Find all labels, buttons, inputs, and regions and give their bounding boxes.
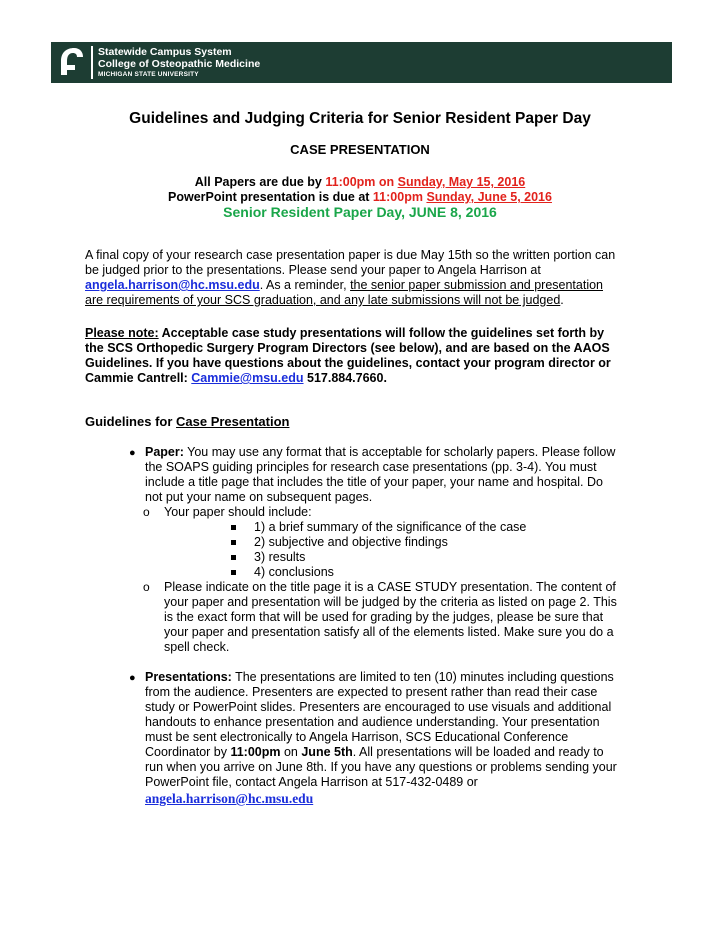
presentations-text: The presentations are limited to ten (10) minutes including questions [231, 670, 614, 684]
presentations-line: study or PowerPoint slides. Presenters are encouraged to use visuals and additional [145, 700, 612, 714]
square-bullet-icon [231, 540, 236, 545]
paper-include-item: 1) a brief summary of the significance of the case [254, 520, 527, 534]
bullet-icon: ● [129, 447, 136, 459]
header-divider [91, 46, 93, 79]
intro-paragraph [85, 248, 645, 308]
header-line-2: College of Osteopathic Medicine [98, 58, 261, 70]
square-bullet-icon [231, 555, 236, 560]
angela-email-link[interactable]: angela.harrison@hc.msu.edu [85, 278, 260, 292]
paper-include-text: Your paper should include: [164, 505, 312, 519]
note-line [85, 326, 645, 341]
paper-include-item: 2) subjective and objective findings [254, 535, 448, 549]
paper-note-line: Please indicate on the title page it is a CASE STUDY presentation. The content of [164, 580, 616, 594]
page-subtitle: CASE PRESENTATION [290, 142, 430, 157]
note-phone: 517.884.7660. [303, 371, 387, 385]
ppt-deadline [0, 190, 720, 205]
papers-deadline-prefix: All Papers are due by [194, 175, 326, 189]
guidelines-heading-underlined: Case Presentation [176, 414, 290, 429]
square-bullet-icon [231, 570, 236, 575]
cammie-email-link[interactable]: Cammie@msu.edu [191, 371, 304, 385]
intro-line [85, 293, 645, 308]
presentations-line: PowerPoint file, contact Angela Harrison at 517-432-0489 or [145, 775, 478, 789]
intro-line: be judged prior to the presentations. Please send your paper to Angela Harrison at [85, 263, 541, 277]
presentations-text: on [280, 745, 302, 759]
presentations-date: June 5th [301, 745, 353, 759]
paper-text: You may use any format that is acceptable for scholarly papers. Please follow [183, 445, 616, 459]
paper-note-line: spell check. [164, 640, 230, 654]
paper-line [145, 445, 705, 460]
page-title: Guidelines and Judging Criteria for Senior Resident Paper Day [129, 110, 591, 127]
ppt-deadline-date: Sunday, June 5, 2016 [426, 190, 552, 204]
note-text: Acceptable case study presentations will follow the guidelines set forth by [158, 326, 605, 340]
presentations-line: run when you arrive on June 8th. If you have any questions or problems sending your [145, 760, 617, 774]
paper-line: the SOAPS guiding principles for research case presentations (pp. 3-4). You must [145, 460, 597, 474]
note-line: the SCS Orthopedic Surgery Program Directors (see below), and are based on the AAOS [85, 341, 610, 355]
paper-label: Paper: [145, 445, 184, 459]
presentations-line [145, 670, 705, 685]
intro-text: . As a reminder, [259, 278, 351, 292]
paper-note-line: your paper and presentation will be judged by the criteria as listed on page 2. This [164, 595, 617, 609]
intro-underlined-text: are requirements of your SCS graduation, and any late submissions will not be judged [85, 293, 561, 307]
header-line-3: MICHIGAN STATE UNIVERSITY [98, 71, 199, 78]
presentations-line: must be sent electronically to Angela Harrison, SCS Educational Conference [145, 730, 569, 744]
paper-paragraph [145, 445, 705, 505]
circle-bullet-icon: o [143, 505, 150, 519]
presentations-text: . All presentations will be loaded and ready to [352, 745, 604, 759]
paper-note-line: your paper and presentation satisfy all of the elements listed. Make sure you do a [164, 625, 614, 639]
paper-day-date: Senior Resident Paper Day, JUNE 8, 2016 [223, 204, 497, 220]
papers-deadline-time: 11:00pm on [325, 175, 398, 189]
presentations-line [145, 745, 705, 760]
note-line: Guidelines. If you have questions about the guidelines, contact your program director or [85, 356, 611, 370]
paper-include-item: 3) results [254, 550, 306, 564]
square-bullet-icon [231, 525, 236, 530]
guidelines-heading [85, 414, 289, 429]
note-text: Cammie Cantrell: [85, 371, 192, 385]
guidelines-heading-prefix: Guidelines for [85, 414, 177, 429]
presentations-line: from the audience. Presenters are expected to present rather than read their case [145, 685, 598, 699]
angela-email-link-2[interactable]: angela.harrison@hc.msu.edu [145, 791, 314, 806]
presentations-time: 11:00pm [230, 745, 281, 759]
note-paragraph [85, 326, 645, 386]
intro-underlined-text: the senior paper submission and presentation [350, 278, 603, 292]
intro-line: A final copy of your research case presentation paper is due May 15th so the written portion can [85, 248, 616, 262]
spartan-helmet-logo [55, 45, 85, 79]
intro-line [85, 278, 645, 293]
circle-bullet-icon: o [143, 580, 150, 594]
bullet-icon: ● [129, 672, 136, 684]
ppt-deadline-prefix: PowerPoint presentation is due at [168, 190, 373, 204]
presentations-text: Coordinator by [145, 745, 231, 759]
presentations-paragraph [145, 670, 705, 807]
presentations-line: handouts to enhance presentation and audience understanding. Your presentation [145, 715, 600, 729]
ppt-deadline-time: 11:00pm [372, 190, 427, 204]
paper-note-line: is the exact form that will be used for grading by the judges, please be sure that [164, 610, 604, 624]
intro-text: . [560, 293, 564, 307]
header-line-1: Statewide Campus System [98, 46, 232, 58]
paper-line: not put your name on subsequent pages. [145, 490, 373, 504]
papers-deadline [0, 175, 720, 190]
paper-note-paragraph [164, 580, 720, 655]
paper-include-item: 4) conclusions [254, 565, 334, 579]
paper-line: include a title page that includes the title of your paper, your name and hospital. Do [145, 475, 603, 489]
note-label: Please note: [85, 326, 159, 340]
presentations-line [145, 791, 705, 807]
presentations-label: Presentations: [145, 670, 232, 684]
note-line [85, 371, 645, 386]
papers-deadline-date: Sunday, May 15, 2016 [397, 175, 526, 189]
header-banner [51, 42, 672, 83]
